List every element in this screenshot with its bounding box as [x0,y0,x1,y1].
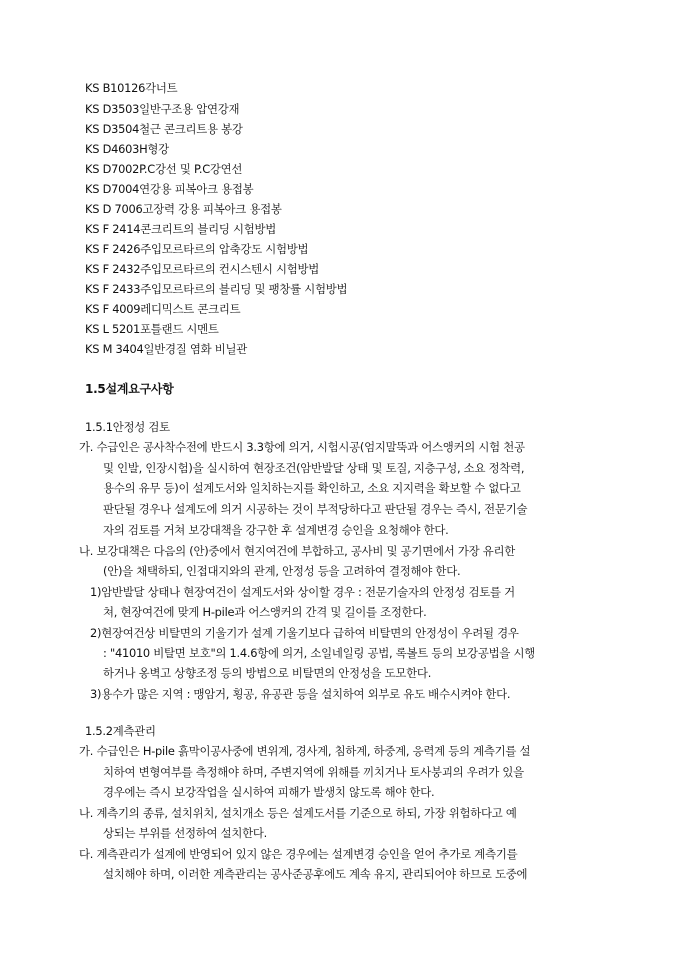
subsection-title-monitoring: 1.5.2계측관리 [85,724,156,738]
paragraph-line: 설치해야 하며, 이러한 계측관리는 공사준공후에도 계속 유지, 관리되어야 하므로 도중에 [103,867,528,881]
standard-item: KS D7004연강용 피복아크 용접봉 [85,182,254,196]
standard-item: KS D 7006고장력 강용 피복아크 용접봉 [85,202,282,216]
paragraph-line: 상되는 부위를 선정하여 설치한다. [103,826,268,840]
standard-item: KS L 5201포틀랜드 시멘트 [85,322,219,336]
paragraph-line: 나. 계측기의 종류, 설치위치, 설치개소 등은 설계도서를 기준으로 하되, 가장 위험하다고 예 [79,806,517,820]
subsection-title-stability: 1.5.1안정성 검토 [85,420,170,434]
standard-item: KS D7002P.C강선 및 P.C강연선 [85,162,243,176]
standard-item: KS F 4009레디믹스트 콘크리트 [85,302,241,316]
standard-item: KS D3503일반구조용 압연강재 [85,102,240,116]
standard-item: KS F 2432주입모르타르의 컨시스텐시 시험방법 [85,262,320,276]
standard-item: KS D3504철근 콘크리트용 봉강 [85,122,243,136]
paragraph-line: (안)을 채택하되, 인접대지와의 관계, 안정성 등을 고려하여 결정해야 한다. [103,564,461,578]
paragraph-line: 자의 검토를 거쳐 보강대책을 강구한 후 설계변경 승인을 요청해야 한다. [103,523,449,537]
numbered-item-line: 3)용수가 많은 지역 : 맹암거, 횡공, 유공관 등을 설치하여 외부로 유도 배수시켜야 한다. [90,687,511,701]
paragraph-line: 나. 보강대책은 다음의 (안)중에서 현지여건에 부합하고, 공사비 및 공기면에서 가장 유리한 [79,544,515,558]
numbered-item-line: 2)현장여건상 비탈면의 기울기가 설계 기울기보다 급하여 비탈면의 안정성이 우려될 경우 [90,626,519,640]
standard-item: KS F 2414콘크리트의 블리딩 시험방법 [85,222,277,236]
paragraph-line: 용수의 유무 등)이 설계도서와 일치하는지를 확인하고, 소요 지지력을 확보할 수 없다고 [103,481,521,495]
paragraph-line: 판단될 경우나 설계도에 의거 시공하는 것이 부적당하다고 판단될 경우는 즉시, 전문기술 [103,502,528,516]
paragraph-line: 치하여 변형여부를 측정해야 하며, 주변지역에 위해를 끼치거나 토사붕괴의 우려가 있을 [103,765,524,779]
paragraph-line: 가. 수급인은 공사착수전에 반드시 3.3항에 의거, 시험시공(엄지말뚝과 어스앵커의 시험 천공 [79,440,525,454]
standard-item: KS D4603H형강 [85,142,169,156]
paragraph-line: 및 인발, 인장시험)을 실시하여 현장조건(암반발달 상태 및 토질, 지층구성, 소요 정착력, [103,461,525,475]
standard-item: KS F 2426주입모르타르의 압축강도 시험방법 [85,242,309,256]
standard-item: KS F 2433주입모르타르의 블리딩 및 팽창률 시험방법 [85,282,348,296]
section-title: 1.5설계요구사항 [85,382,174,396]
paragraph-line: 경우에는 즉시 보강작업을 실시하여 피해가 발생치 않도록 해야 한다. [103,785,435,799]
numbered-item-line: 하거나 옹벽고 상향조정 등의 방법으로 비탈면의 안정성을 도모한다. [103,666,432,680]
standard-item: KS M 3404일반경질 염화 비닐관 [85,342,248,356]
numbered-item-line: : "41010 비탈면 보호"의 1.4.6항에 의거, 소일네일링 공법, 록볼트 등의 보강공법을 시행 [103,646,535,660]
numbered-item-line: 쳐, 현장여건에 맞게 H-pile과 어스앵커의 간격 및 길이를 조정한다. [103,605,427,619]
standard-item: KS B10126각너트 [85,81,178,95]
paragraph-line: 다. 계측관리가 설계에 반영되어 있지 않은 경우에는 설계변경 승인을 얻어 추가로 계측기를 [79,847,518,861]
paragraph-line: 가. 수급인은 H-pile 흙막이공사중에 변위계, 경사계, 침하계, 하중계, 응력계 등의 계측기를 설 [79,744,531,758]
numbered-item-line: 1)암반발달 상태나 현장여건이 설계도서와 상이할 경우 : 전문기술자의 안정성 검토를 거 [90,585,515,599]
